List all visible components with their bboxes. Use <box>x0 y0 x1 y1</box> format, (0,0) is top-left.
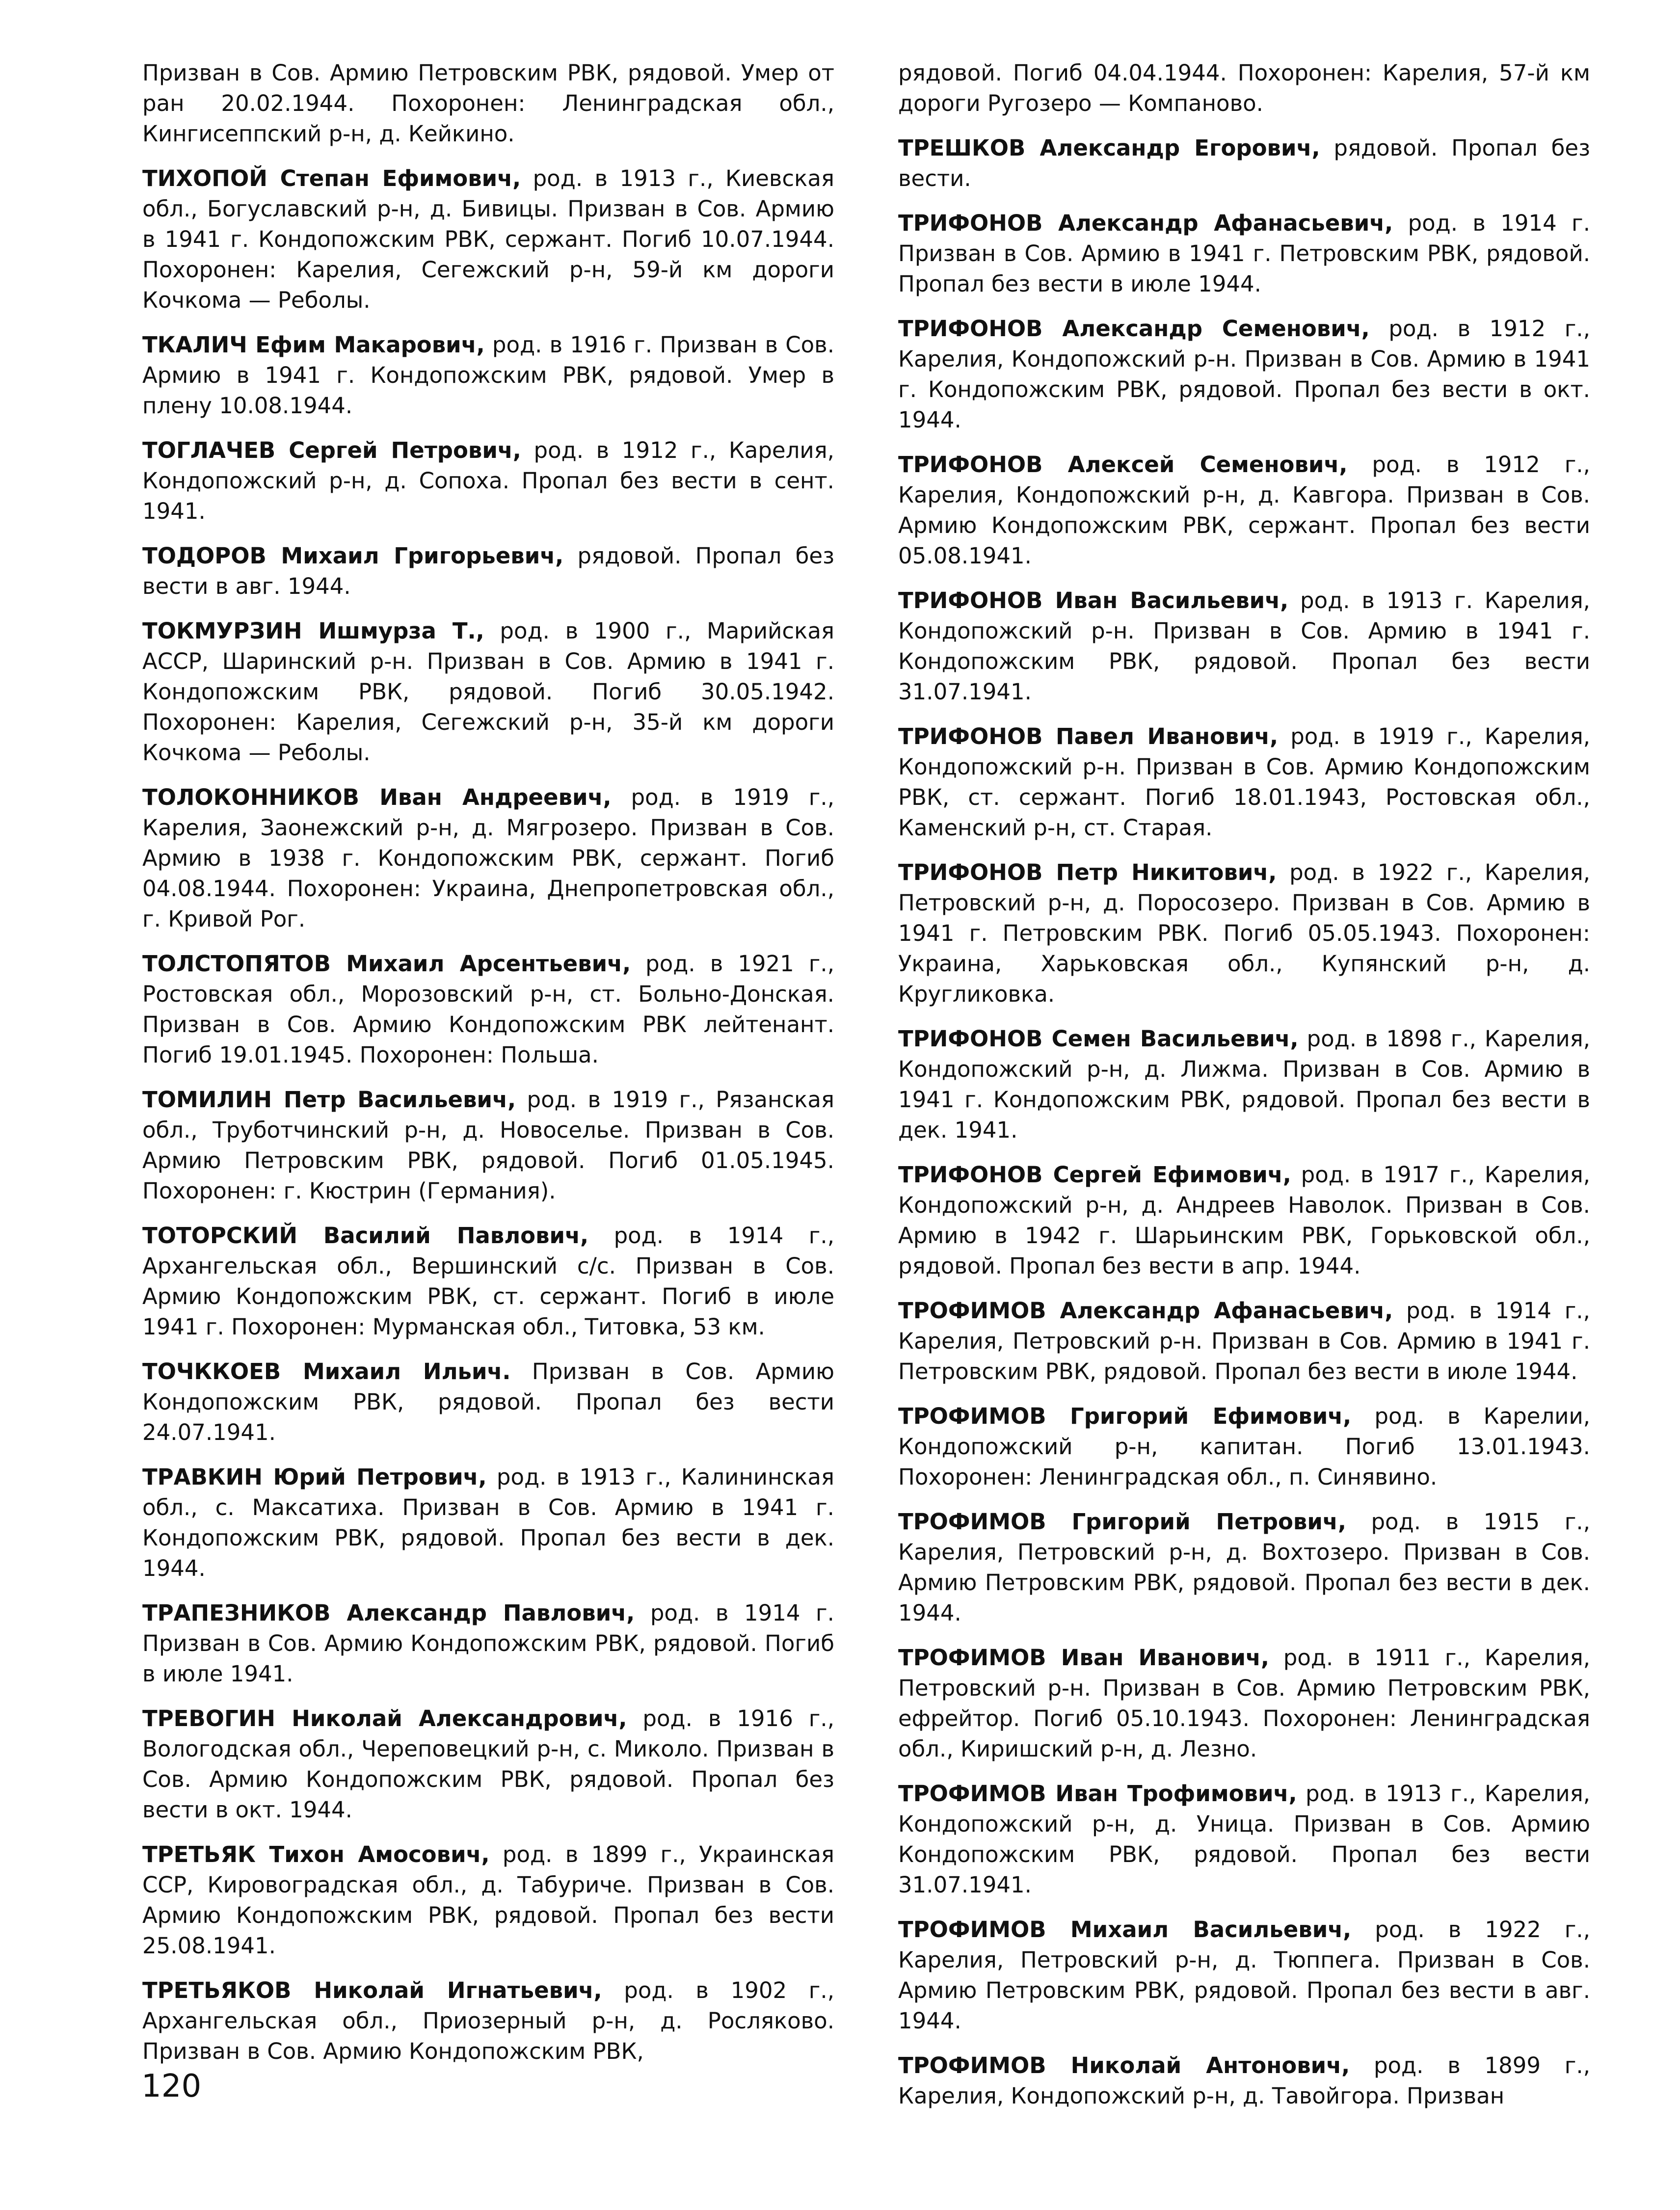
entry-text: род. в 1900 г., Марийская АССР, Шаринский р-н. Призван в Сов. Армию в 1941 г. Кондопожским РВК, рядовой. Погиб 30.05.1942. Похоронен: Карелия, Сегежский р-н, 35-й км дороги Кочкома — Реболы. <box>142 618 834 766</box>
entry <box>898 1643 1590 1764</box>
entry-name: ТОМИЛИН Петр Васильевич, <box>142 1087 516 1113</box>
entry-name: ТРИФОНОВ Александр Семенович, <box>898 316 1370 342</box>
entry-name: ТРИФОНОВ Семен Васильевич, <box>898 1026 1299 1052</box>
right-column <box>898 58 1590 2126</box>
entry <box>142 1462 834 1584</box>
entry-text: рядовой. Пропал без вести в авг. 1944. <box>142 543 834 599</box>
entry-text: род. в 1913 г., Киевская обл., Богуславский р-н, д. Бивицы. Призван в Сов. Армию в 1941 г. Кондопожским РВК, сержант. Погиб 10.07.1944. Похоронен: Карелия, Сегежский р-н, 59-й км дороги Кочкома — Реболы. <box>142 165 834 313</box>
entry <box>898 1160 1590 1281</box>
entry-text: род. в Карелии, Кондопожский р-н, капитан. Погиб 13.01.1943. Похоронен: Ленинградская обл., п. Синявино. <box>898 1403 1591 1490</box>
entry-text: род. в 1913 г., Карелия, Кондопожский р-н, д. Уница. Призван в Сов. Армию Кондопожским РВК, рядовой. Пропал без вести 31.07.1941. <box>898 1781 1590 1898</box>
entry <box>898 58 1590 119</box>
entry <box>142 435 834 527</box>
entry-text: род. в 1914 г. Призван в Сов. Армию в 1941 г. Петровским РВК, рядовой. Пропал без вести в июле 1944. <box>898 210 1590 297</box>
entry-text: род. в 1915 г., Карелия, Петровский р-н, д. Вохтозеро. Призван в Сов. Армию Петровским РВК, рядовой. Пропал без вести в дек. 1944. <box>898 1509 1590 1626</box>
entry-name: ТРОФИМОВ Михаил Васильевич, <box>898 1917 1352 1943</box>
entry <box>898 1401 1590 1492</box>
entry-text: род. в 1921 г., Ростовская обл., Морозовский р-н, ст. Больно-Донская. Призван в Сов. Армию Кондопожским РВК лейтенант. Погиб 19.01.1945. Похоронен: Польша. <box>142 951 834 1068</box>
entry <box>142 949 834 1070</box>
entry-text: род. в 1914 г., Карелия, Петровский р-н. Призван в Сов. Армию в 1941 г. Петровским РВК, рядовой. Пропал без вести в июле 1944. <box>898 1298 1590 1385</box>
entry-name: ТОГЛАЧЕВ Сергей Петрович, <box>142 437 521 463</box>
entry-name: ТРОФИМОВ Александр Афанасьевич, <box>898 1298 1393 1324</box>
entry-text: род. в 1914 г. Призван в Сов. Армию Кондопожским РВК, рядовой. Погиб в июле 1941. <box>142 1600 834 1687</box>
entry-name: ТОКМУРЗИН Ишмурза Т., <box>142 618 484 644</box>
entry-name: ТОЛСТОПЯТОВ Михаил Арсентьевич, <box>142 951 631 977</box>
entry-name: ТРИФОНОВ Иван Васильевич, <box>898 587 1289 613</box>
entry-name: ТРОФИМОВ Григорий Петрович, <box>898 1509 1346 1535</box>
entry <box>898 1915 1590 2036</box>
entry-name: ТОЧККОЕВ Михаил Ильич. <box>142 1358 511 1385</box>
entry <box>898 586 1590 707</box>
entry-text: род. в 1913 г. Карелия, Кондопожский р-н. Призван в Сов. Армию в 1941 г. Кондопожским РВК, рядовой. Пропал без вести 31.07.1941. <box>898 587 1590 705</box>
entry-text: род. в 1902 г., Архангельская обл., Приозерный р-н, д. Росляково. Призван в Сов. Армию Кондопожским РВК, <box>142 1977 834 2064</box>
entry <box>898 721 1590 843</box>
entry-text: род. в 1922 г., Карелия, Петровский р-н, д. Тюппега. Призван в Сов. Армию Петровским РВК, рядовой. Пропал без вести в авг. 1944. <box>898 1917 1590 2034</box>
entry <box>142 782 834 934</box>
entry <box>142 330 834 421</box>
entry-name: ТРОФИМОВ Григорий Ефимович, <box>898 1403 1352 1429</box>
entry-text: род. в 1916 г. Призван в Сов. Армию в 1941 г. Кондопожским РВК, рядовой. Умер в плену 10.08.1944. <box>142 332 835 419</box>
entry <box>898 1296 1590 1387</box>
entry <box>898 450 1590 571</box>
entry <box>142 1085 834 1206</box>
entry-name: ТРИФОНОВ Петр Никитович, <box>898 859 1277 885</box>
entry <box>898 133 1590 194</box>
entry-text: род. в 1916 г., Вологодская обл., Череповецкий р-н, с. Миколо. Призван в Сов. Армию Кондопожским РВК, рядовой. Пропал без вести в окт. 1944. <box>142 1705 834 1823</box>
entry-name: ТРЕВОГИН Николай Александрович, <box>142 1705 627 1731</box>
left-column <box>142 58 834 2081</box>
entry-name: ТРОФИМОВ Иван Трофимович, <box>898 1781 1297 1807</box>
entry <box>142 163 834 316</box>
entry-text: род. в 1899 г., Украинская ССР, Кировоградская обл., д. Табуриче. Призван в Сов. Армию Кондопожским РВК, рядовой. Пропал без вести 25.08.1941. <box>142 1841 834 1959</box>
entry-name: ТОДОРОВ Михаил Григорьевич, <box>142 543 564 569</box>
entry-text: род. в 1911 г., Карелия, Петровский р-н. Призван в Сов. Армию Петровским РВК, ефрейтор. Погиб 05.10.1943. Похоронен: Ленинградская обл., Киришский р-н, д. Лезно. <box>898 1645 1590 1762</box>
entry-name: ТРИФОНОВ Алексей Семенович, <box>898 452 1348 478</box>
entry-text: род. в 1913 г., Калининская обл., с. Максатиха. Призван в Сов. Армию в 1941 г. Кондопожским РВК, рядовой. Пропал без вести в дек. 1944. <box>142 1464 834 1581</box>
entry <box>142 1598 834 1689</box>
entry <box>142 1704 834 1825</box>
entry-text: род. в 1919 г., Карелия, Кондопожский р-н. Призван в Сов. Армию Кондопожским РВК, ст. сержант. Погиб 18.01.1943, Ростовская обл., Каменский р-н, ст. Старая. <box>898 723 1590 841</box>
entry-name: ТОЛОКОННИКОВ Иван Андреевич, <box>142 784 612 810</box>
entry-text: род. в 1912 г., Карелия, Кондопожский р-н, д. Кавгора. Призван в Сов. Армию Кондопожским РВК, сержант. Пропал без вести 05.08.1941. <box>898 452 1590 569</box>
entry-text: Призван в Сов. Армию Кондопожским РВК, рядовой. Пропал без вести 24.07.1941. <box>142 1358 834 1445</box>
entry-name: ТРЕТЬЯКОВ Николай Игнатьевич, <box>142 1977 602 2003</box>
entry <box>898 1024 1590 1145</box>
entry-text: род. в 1922 г., Карелия, Петровский р-н, д. Поросозеро. Призван в Сов. Армию в 1941 г. Петровским РВК. Погиб 05.05.1943. Похоронен: Украина, Харьковская обл., Купянский р-н, д. Кругликовка. <box>898 859 1591 1007</box>
entry-name: ТРЕШКОВ Александр Егорович, <box>898 135 1320 161</box>
entry-text: рядовой. Пропал без вести. <box>898 135 1591 191</box>
entry-text: род. в 1899 г., Карелия, Кондопожский р-н, д. Тавойгора. Призван <box>898 2052 1590 2109</box>
entry-name: ТОТОРСКИЙ Василий Павлович, <box>142 1223 589 1249</box>
entry-text: род. в 1914 г., Архангельская обл., Вершинский с/с. Призван в Сов. Армию Кондопожским РВК, ст. сержант. Погиб в июле 1941 г. Похоронен: Мурманская обл., Титовка, 53 км. <box>142 1223 834 1340</box>
entry-text: рядовой. Погиб 04.04.1944. Похоронен: Карелия, 57-й км дороги Ругозеро — Компаново. <box>898 60 1590 116</box>
entry <box>142 1975 834 2067</box>
entry-name: ТРОФИМОВ Иван Иванович, <box>898 1645 1269 1671</box>
entry-name: ТРИФОНОВ Александр Афанасьевич, <box>898 210 1393 236</box>
entry-text: Призван в Сов. Армию Петровским РВК, рядовой. Умер от ран 20.02.1944. Похоронен: Ленинградская обл., Кингисеппский р-н, д. Кейкино. <box>142 60 834 147</box>
entry-text: род. в 1912 г., Карелия, Кондопожский р-н, д. Сопоха. Пропал без вести в сент. 1941. <box>142 437 834 524</box>
entry <box>898 1507 1590 1628</box>
entry <box>898 208 1590 299</box>
entry <box>142 1357 834 1448</box>
entry <box>142 616 834 768</box>
entry-name: ТКАЛИЧ Ефим Макарович, <box>142 332 485 358</box>
entry <box>142 1221 834 1342</box>
entry-text: род. в 1919 г., Карелия, Заонежский р-н, д. Мягрозеро. Призван в Сов. Армию в 1938 г. Кондопожским РВК, сержант. Погиб 04.08.1944. Похоронен: Украина, Днепропетровская обл., г. Кривой Рог. <box>142 784 834 932</box>
entry-name: ТРАВКИН Юрий Петрович, <box>142 1464 487 1490</box>
entry-name: ТИХОПОЙ Степан Ефимович, <box>142 165 521 191</box>
entry <box>142 58 834 149</box>
entry <box>898 857 1590 1010</box>
entry <box>142 541 834 602</box>
entry-text: род. в 1919 г., Рязанская обл., Труботчинский р-н, д. Новоселье. Призван в Сов. Армию Петровским РВК, рядовой. Погиб 01.05.1945. Похоронен: г. Кюстрин (Германия). <box>142 1087 834 1204</box>
entry-text: род. в 1912 г., Карелия, Кондопожский р-н. Призван в Сов. Армию в 1941 г. Кондопожским РВК, рядовой. Пропал без вести в окт. 1944. <box>898 316 1590 433</box>
entry <box>898 1779 1590 1900</box>
page-number: 120 <box>141 2068 202 2104</box>
entry-text: род. в 1898 г., Карелия, Кондопожский р-н, д. Лижма. Призван в Сов. Армию в 1941 г. Кондопожским РВК, рядовой. Пропал без вести в дек. 1941. <box>898 1026 1590 1143</box>
entry-name: ТРИФОНОВ Сергей Ефимович, <box>898 1162 1291 1188</box>
entry-name: ТРАПЕЗНИКОВ Александр Павлович, <box>142 1600 635 1626</box>
entry <box>898 314 1590 435</box>
entry-text: род. в 1917 г., Карелия, Кондопожский р-н, д. Андреев Наволок. Призван в Сов. Армию в 1942 г. Шарьинским РВК, Горьковской обл., рядовой. Пропал без вести в апр. 1944. <box>898 1162 1591 1279</box>
entry-name: ТРИФОНОВ Павел Иванович, <box>898 723 1279 749</box>
entry <box>898 2050 1590 2111</box>
entry <box>142 1839 834 1961</box>
entry-name: ТРОФИМОВ Николай Антонович, <box>898 2052 1350 2078</box>
entry-name: ТРЕТЬЯК Тихон Амосович, <box>142 1841 490 1867</box>
